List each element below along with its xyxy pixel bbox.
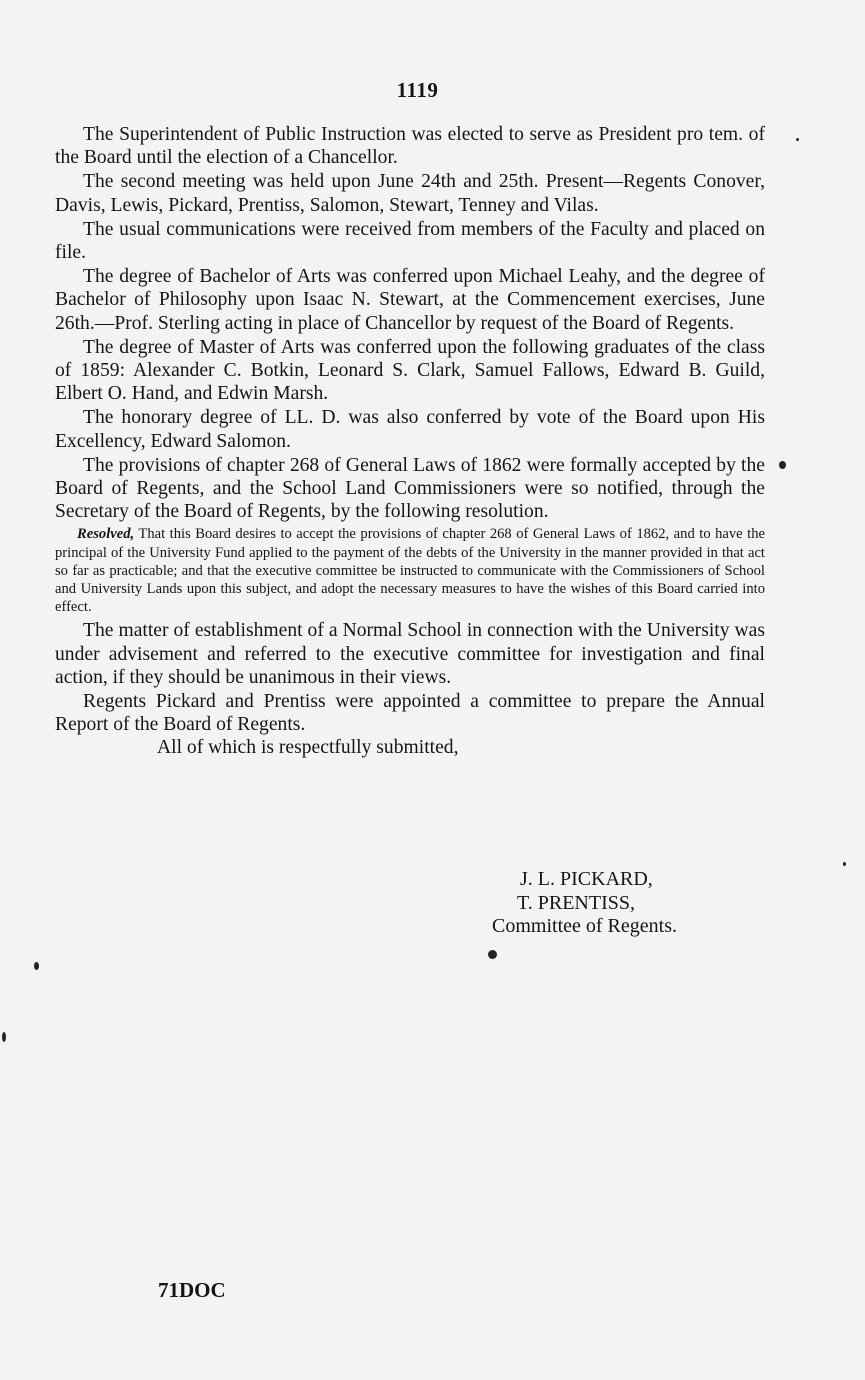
scan-speck [779, 461, 786, 469]
scan-speck [843, 862, 846, 866]
scan-speck [796, 138, 799, 141]
scan-speck [34, 962, 39, 970]
scan-speck [2, 1032, 6, 1042]
signature-block [492, 868, 677, 939]
page-number: 1119 [396, 78, 439, 102]
resolution-lead: Resolved, [77, 526, 135, 543]
paragraph-second-meeting: The second meeting was held upon June 24th and 25th. Present—Regents Conover, Davis, Lewis, Pickard, Prentiss, Salomon, Stewart, Tenney and Vilas. [55, 171, 765, 216]
resolution-text [55, 525, 765, 616]
resolution-body: That this Board desires to accept the provisions of chapter 268 of General Laws of 1862, and to have the principal of the University Fund applied to the payment of the debts of the University in the manner provided in that act so far as practicable; and that the executive committee be instructed to communicate with the Commissioners of School and University Lands upon this subject, and adopt the necessary measures to have the wishes of this Board carried into effect. [55, 526, 765, 616]
closing-line: All of which is respectfully submitted, [157, 737, 459, 759]
paragraph-normal-school: The matter of establishment of a Normal School in connection with the University was under advisement and referred to the executive committee for investigation and final action, if they should be unanimous in their views. [55, 620, 765, 688]
paragraph-general-laws: The provisions of chapter 268 of General Laws of 1862 were formally accepted by the Board of Regents, and the School Land Commissioners were so notified, through the Secretary of the Board of Regents, by the following resolution. [55, 454, 765, 523]
committee-title: Committee of Regents. [492, 915, 677, 937]
paragraph-communications: The usual communications were received from members of the Faculty and placed on file. [55, 218, 765, 264]
signatory-prentiss: T. PRENTISS, [517, 891, 635, 914]
paragraph-honorary-degree: The honorary degree of LL. D. was also conferred by vote of the Board upon His Excellency, Edward Salomon. [55, 407, 765, 452]
paragraph-bachelor-degrees: The degree of Bachelor of Arts was conferred upon Michael Leahy, and the degree of Bachelor of Philosophy upon Isaac N. Stewart, at the Commencement exercises, June 26th.—Prof. Sterling acting in place of Chancellor by request of the Board of Regents. [55, 266, 765, 334]
paragraph-master-degrees: The degree of Master of Arts was conferred upon the following graduates of the class of 1859: Alexander C. Botkin, Leonard S. Clark, Samuel Fallows, Edward B. Guild, Elbert O. Hand, and Edwin Marsh. [55, 336, 765, 405]
scan-speck [488, 950, 497, 959]
signatory-pickard: J. L. PICKARD, [520, 868, 653, 890]
paragraph-annual-report: Regents Pickard and Prentiss were appointed a committee to prepare the Annual Report of the Board of Regents. [55, 691, 765, 736]
paragraph-president-pro-tem: The Superintendent of Public Instruction was elected to serve as President pro tem. of the Board until the election of a Chancellor. [55, 124, 765, 169]
report-body [55, 123, 765, 760]
footer-signature-mark: 71DOC [158, 1278, 226, 1302]
